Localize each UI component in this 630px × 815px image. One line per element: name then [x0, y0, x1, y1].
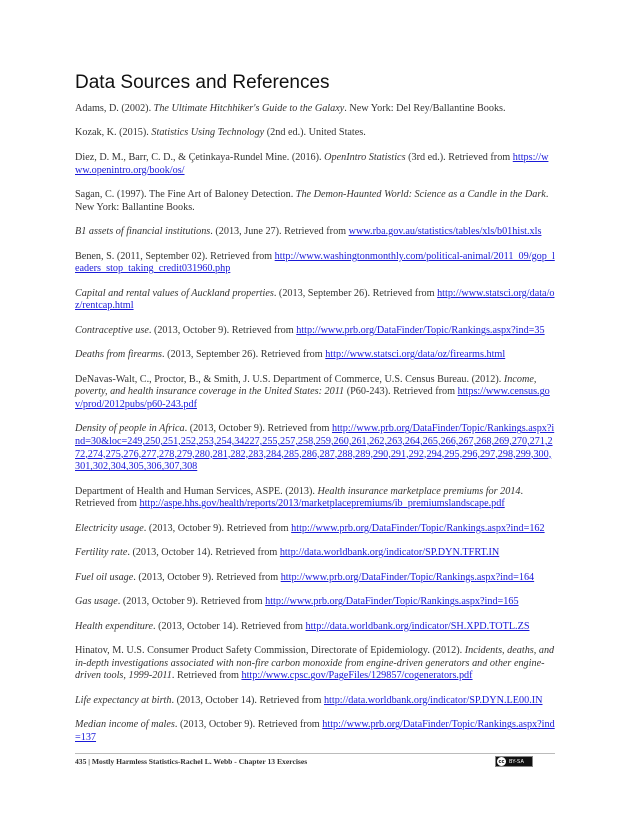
reference-text: Sagan, C. (1997). The Fine Art of Baloney Detection.: [75, 189, 296, 201]
reference-title: Capital and rental values of Auckland properties: [75, 287, 274, 299]
reference-entry: [75, 523, 555, 536]
reference-text: Department of Health and Human Services, ASPE. (2013).: [75, 485, 318, 497]
reference-text: . (2013, September 26). Retrieved from: [273, 287, 438, 299]
reference-text: . (2013, October 9). Retrieved from: [148, 324, 297, 336]
reference-text: . (2013, October 9). Retrieved from: [174, 719, 323, 731]
reference-link[interactable]: https://www.openintro.org/book/os/: [75, 151, 549, 176]
footer-divider: [75, 753, 555, 754]
reference-link[interactable]: http://www.statsci.org/data/oz/firearms.html: [325, 349, 506, 361]
reference-entry: [75, 325, 555, 338]
reference-text: Hinatov, M. U.S. Consumer Product Safety Commission, Directorate of Epidemiology. (2012).: [75, 645, 465, 657]
reference-title: The Demon-Haunted World: Science as a Candle in the Dark: [295, 189, 546, 201]
reference-link[interactable]: https://www.census.gov/prod/2012pubs/p60-243.pdf: [75, 386, 550, 410]
reference-text: Kozak, K. (2015).: [75, 127, 152, 139]
reference-title: Median income of males: [75, 719, 175, 731]
reference-text: . New York: Ballantine Books.: [75, 189, 549, 213]
reference-entry: [75, 226, 555, 239]
reference-text: Adams, D. (2002).: [75, 103, 154, 114]
reference-text: Diez, D. M., Barr, C. D., & Çetinkaya-Rundel Mine. (2016).: [75, 151, 325, 163]
reference-entry: [75, 423, 555, 473]
reference-entry: [75, 547, 555, 560]
reference-title: Incidents, deaths, and in-depth investigations associated with non-fire carbon monoxide from engine-driven generators and other engine-driven tools, 1999-2011: [75, 645, 555, 682]
reference-entry: [75, 127, 555, 140]
page-footer: 435 | Mostly Harmless Statistics-Rachel L. Webb - Chapter 13 Exercises: [75, 757, 308, 766]
reference-link[interactable]: http://data.worldbank.org/indicator/SP.DYN.TFRT.IN: [279, 547, 500, 559]
reference-entry: [75, 189, 555, 214]
reference-entry: [75, 645, 555, 683]
reference-title: Health insurance marketplace premiums for 2014: [317, 485, 521, 497]
reference-text: (2nd ed.). United States.: [264, 127, 366, 139]
reference-title: Statistics Using Technology: [151, 127, 265, 139]
reference-text: . (2013, October 9). Retrieved from: [133, 571, 281, 583]
reference-text: . (2013, October 14). Retrieved from: [127, 547, 280, 559]
cc-license-badge-icon: [495, 756, 533, 767]
reference-entry: [75, 103, 555, 116]
reference-title: Fertility rate: [75, 547, 128, 559]
reference-text: . New York: Del Rey/Ballantine Books.: [344, 103, 506, 114]
page-title: Data Sources and References: [75, 72, 330, 93]
reference-text: . (2013, June 27). Retrieved from: [210, 226, 349, 238]
reference-entry: [75, 621, 555, 634]
reference-title: Fuel oil usage: [75, 571, 134, 583]
reference-text: . Retrieved from: [171, 670, 242, 682]
reference-text: . (2013, October 9). Retrieved from: [184, 423, 332, 435]
reference-entry: [75, 374, 555, 412]
reference-text: (3rd ed.). Retrieved from: [405, 151, 513, 163]
reference-entry: [75, 288, 555, 313]
reference-entry: [75, 349, 555, 362]
reference-entry: [75, 719, 555, 744]
reference-link[interactable]: http://www.statsci.org/data/oz/rentcap.html: [75, 287, 555, 312]
reference-link[interactable]: http://www.prb.org/DataFinder/Topic/Rankings.aspx?ind=164: [280, 571, 535, 583]
reference-entry: [75, 596, 555, 609]
reference-list: [75, 103, 555, 756]
reference-title: OpenIntro Statistics: [324, 151, 406, 163]
reference-text: DeNavas-Walt, C., Proctor, B., & Smith, J. U.S. Department of Commerce, U.S. Census Bureau. (2012).: [75, 373, 504, 385]
reference-title: Life expectancy at birth: [75, 694, 172, 706]
reference-link[interactable]: www.rba.gov.au/statistics/tables/xls/b01hist.xls: [348, 226, 542, 238]
license-text: BY-SA: [509, 758, 525, 765]
reference-text: . (2013, October 9). Retrieved from: [143, 522, 292, 534]
reference-entry: [75, 251, 555, 276]
reference-text: (P60-243). Retrieved from: [344, 386, 458, 398]
reference-title: Gas usage: [75, 596, 118, 608]
reference-text: . Retrieved from: [75, 485, 524, 510]
reference-link[interactable]: http://www.prb.org/DataFinder/Topic/Rankings.aspx?ind=137: [75, 719, 555, 743]
reference-title: Income, poverty, and health insurance coverage in the United States: 2011: [75, 373, 537, 398]
reference-link[interactable]: http://www.washingtonmonthly.com/political-animal/2011_09/gop_leaders_stop_taking_credit031960.php: [75, 250, 555, 275]
reference-title: Deaths from firearms: [75, 349, 162, 361]
reference-title: Health expenditure: [75, 620, 153, 632]
reference-title: B1 assets of financial institutions: [75, 226, 211, 238]
reference-text: . (2013, October 9). Retrieved from: [117, 596, 266, 608]
reference-title: Density of people in Africa: [75, 423, 185, 435]
reference-link[interactable]: http://aspe.hhs.gov/health/reports/2013/marketplacepremiums/ib_premiumslandscape.pdf: [139, 498, 505, 510]
reference-link[interactable]: http://www.prb.org/DataFinder/Topic/Rankings.aspx?ind=30&loc=249,250,251,252,253,254,34227,255,257,258,259,260,261,262,263,264,265,266,267,268,269,270,271,272,274,275,276,277,278,279,280,281,282,283,284,285,286,287,288,289,290,291,292,294,295,296,297,298,299,300,301,302,304,305,306,307,308: [75, 423, 555, 473]
reference-title: Contraceptive use: [75, 324, 149, 336]
cc-circle-icon: cc: [498, 758, 505, 765]
reference-entry: [75, 695, 555, 708]
reference-entry: [75, 152, 555, 177]
reference-text: . (2013, October 14). Retrieved from: [152, 620, 306, 632]
reference-link[interactable]: http://www.prb.org/DataFinder/Topic/Rankings.aspx?ind=35: [296, 324, 545, 336]
reference-text: . (2013, September 26). Retrieved from: [161, 349, 326, 361]
reference-title: Electricity usage: [75, 522, 144, 534]
reference-link[interactable]: http://www.prb.org/DataFinder/Topic/Rankings.aspx?ind=165: [265, 596, 519, 608]
reference-link[interactable]: http://www.cpsc.gov/PageFiles/129857/cogenerators.pdf: [241, 670, 473, 682]
reference-text: Benen, S. (2011, September 02). Retrieved from: [75, 250, 275, 262]
reference-text: . (2013, October 14). Retrieved from: [171, 694, 324, 706]
reference-entry: [75, 486, 555, 511]
reference-title: The Ultimate Hitchhiker's Guide to the Galaxy: [153, 103, 345, 114]
reference-link[interactable]: http://data.worldbank.org/indicator/SH.XPD.TOTL.ZS: [305, 620, 530, 632]
reference-entry: [75, 572, 555, 585]
reference-link[interactable]: http://data.worldbank.org/indicator/SP.DYN.LE00.IN: [323, 694, 543, 706]
reference-link[interactable]: http://www.prb.org/DataFinder/Topic/Rankings.aspx?ind=162: [291, 522, 545, 534]
